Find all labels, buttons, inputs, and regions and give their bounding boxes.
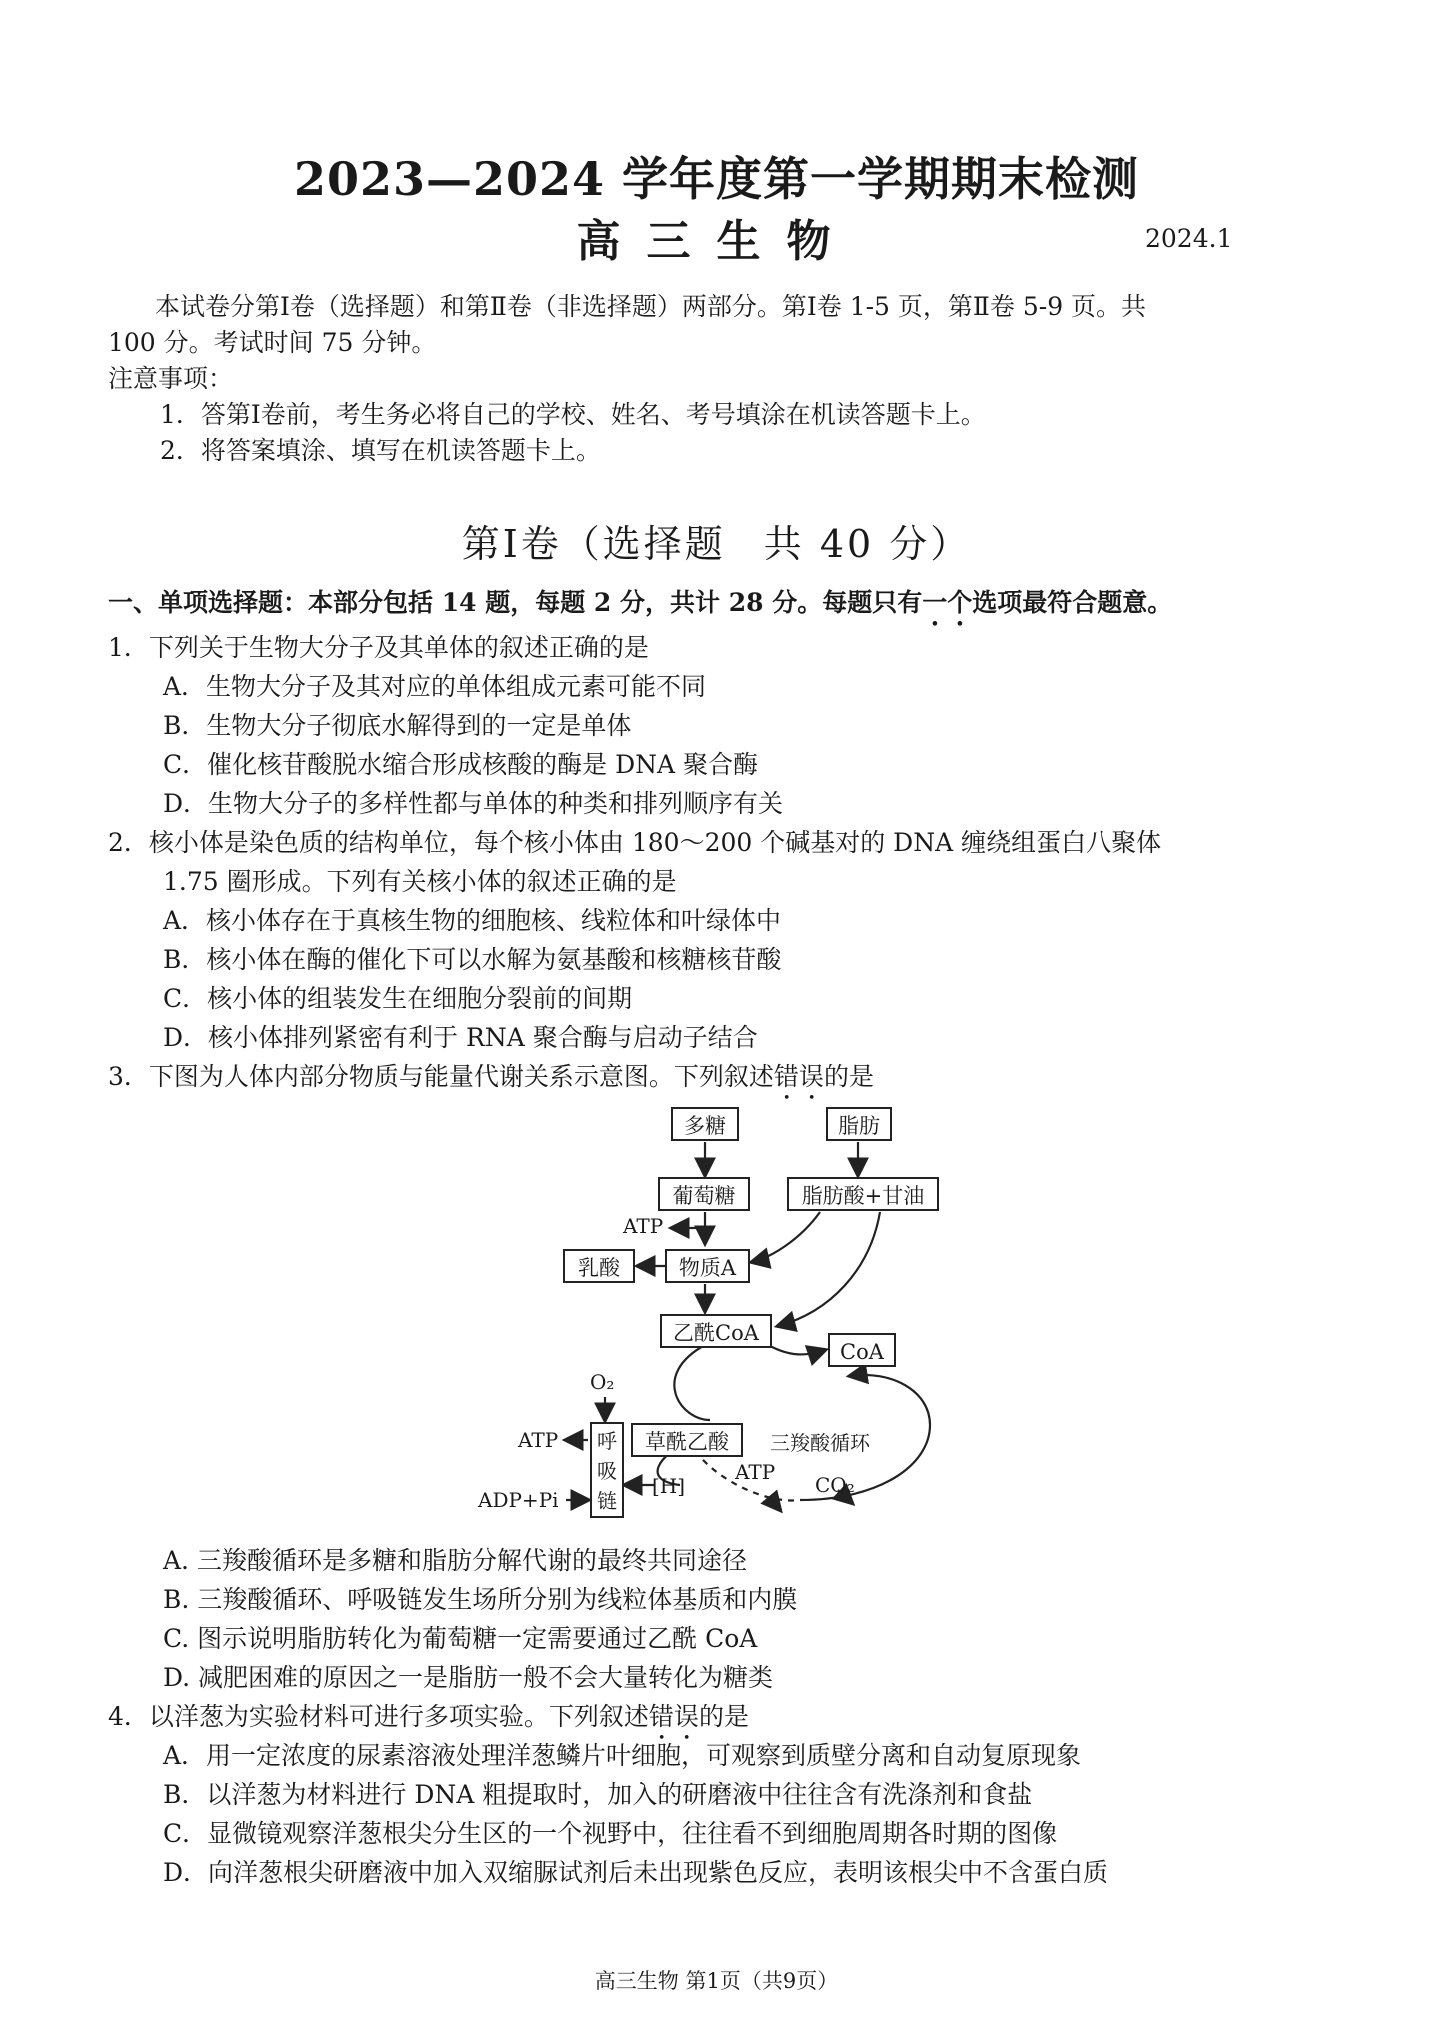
subject-title: 高三生物: [576, 216, 857, 267]
label-atp-top: ATP: [623, 1214, 664, 1238]
exam-title: 2023—2024 学年度第一学期期末检测: [293, 152, 1140, 206]
label-atp-cycle: ATP: [735, 1460, 776, 1484]
q1-option-c: C．催化核苷酸脱水缩合形成核酸的酶是 DNA 聚合酶: [163, 750, 758, 779]
label-atp-left: ATP: [518, 1428, 559, 1452]
q3-option-c: C. 图示说明脂肪转化为葡萄糖一定需要通过乙酰 CoA: [163, 1624, 758, 1653]
part1-text-b: 选项最符合题意。: [972, 588, 1173, 617]
page-footer: 高三生物 第1页（共9页）: [594, 1969, 839, 1993]
q2-option-c: C．核小体的组装发生在细胞分裂前的间期: [163, 984, 633, 1013]
q1-option-b: B．生物大分子彻底水解得到的一定是单体: [163, 711, 632, 740]
box-glucose: 葡萄糖: [658, 1177, 750, 1211]
label-o2: O₂: [590, 1370, 615, 1394]
part1-text-a: 一、单项选择题：本部分包括 14 题，每题 2 分，共计 28 分。每题只有: [108, 588, 923, 617]
notice-2: 2．将答案填涂、填写在机读答题卡上。: [160, 436, 601, 465]
q4-stem-emphasis: 错误: [648, 1702, 699, 1731]
q1-stem: 1．下列关于生物大分子及其单体的叙述正确的是: [108, 633, 649, 662]
q4-option-c: C．显微镜观察洋葱根尖分生区的一个视野中，往往看不到细胞周期各时期的图像: [163, 1819, 1058, 1848]
q4-option-a: A．用一定浓度的尿素溶液处理洋葱鳞片叶细胞，可观察到质壁分离和自动复原现象: [163, 1741, 1082, 1770]
q1-option-d: D．生物大分子的多样性都与单体的种类和排列顺序有关: [163, 789, 784, 818]
label-co2: CO₂: [815, 1473, 855, 1497]
q3-stem: [108, 1057, 874, 1106]
part1-instruction: [108, 585, 1172, 632]
box-lactic-acid: 乳酸: [563, 1249, 635, 1283]
section-title: [0, 513, 1433, 568]
q2-stem-line-2: 1.75 圈形成。下列有关核小体的叙述正确的是: [163, 867, 677, 896]
exam-date: 2024.1: [1145, 224, 1233, 253]
label-h: [H]: [652, 1474, 686, 1498]
q4-option-b: B．以洋葱为材料进行 DNA 粗提取时，加入的研磨液中往往含有洗涤剂和食盐: [163, 1780, 1033, 1809]
part1-emphasis: 一个: [922, 588, 973, 617]
q2-option-b: B．核小体在酶的催化下可以水解为氨基酸和核糖核苷酸: [163, 945, 782, 974]
box-coa: CoA: [828, 1333, 896, 1367]
q1-option-a: A．生物大分子及其对应的单体组成元素可能不同: [163, 672, 707, 701]
q4-option-d: D．向洋葱根尖研磨液中加入双缩脲试剂后未出现紫色反应，表明该根尖中不含蛋白质: [163, 1858, 1109, 1887]
box-acetyl-coa: 乙酰CoA: [660, 1314, 772, 1348]
notice-1: 1．答第Ⅰ卷前，考生务必将自己的学校、姓名、考号填涂在机读答题卡上。: [160, 400, 986, 429]
notice-title: 注意事项：: [108, 364, 234, 393]
q2-option-a: A．核小体存在于真核生物的细胞核、线粒体和叶绿体中: [163, 906, 782, 935]
box-respiratory-chain: 呼吸链: [590, 1422, 624, 1518]
q3-stem-a: 3．下图为人体内部分物质与能量代谢关系示意图。下列叙述: [108, 1062, 774, 1091]
box-oxaloacetate: 草酰乙酸: [631, 1423, 743, 1457]
q3-option-b: B. 三羧酸循环、呼吸链发生场所分别为线粒体基质和内膜: [163, 1585, 798, 1614]
box-substance-a: 物质A: [665, 1249, 750, 1283]
q2-stem: 2．核小体是染色质的结构单位，每个核小体由 180～200 个碱基对的 DNA 缠绕组蛋白八聚体: [108, 828, 1162, 857]
q3-stem-b: 的是: [823, 1062, 874, 1091]
section-title-main: 第Ⅰ卷（选择题: [461, 522, 726, 566]
q3-option-a: A. 三羧酸循环是多糖和脂肪分解代谢的最终共同途径: [163, 1546, 747, 1575]
label-adp-pi: ADP+Pi: [478, 1488, 559, 1512]
label-tca-cycle: 三羧酸循环: [770, 1431, 870, 1455]
box-fat: 脂肪: [826, 1107, 892, 1141]
box-fatty-acid-glycerol: 脂肪酸+甘油: [787, 1177, 939, 1211]
section-score: 共 40 分）: [763, 522, 972, 566]
q4-stem-a: 4．以洋葱为实验材料可进行多项实验。下列叙述: [108, 1702, 649, 1731]
q3-option-d: D. 减肥困难的原因之一是脂肪一般不会大量转化为糖类: [163, 1663, 774, 1692]
box-polysaccharide: 多糖: [671, 1107, 739, 1141]
q3-stem-emphasis: 错误: [773, 1062, 824, 1091]
intro-line-2: 100 分。考试时间 75 分钟。: [108, 328, 437, 357]
q2-option-d: D．核小体排列紧密有利于 RNA 聚合酶与启动子结合: [163, 1023, 758, 1052]
intro-line-1: 本试卷分第Ⅰ卷（选择题）和第Ⅱ卷（非选择题）两部分。第Ⅰ卷 1-5 页，第Ⅱ卷 5-9 页。共: [155, 292, 1147, 321]
q4-stem-b: 的是: [698, 1702, 749, 1731]
